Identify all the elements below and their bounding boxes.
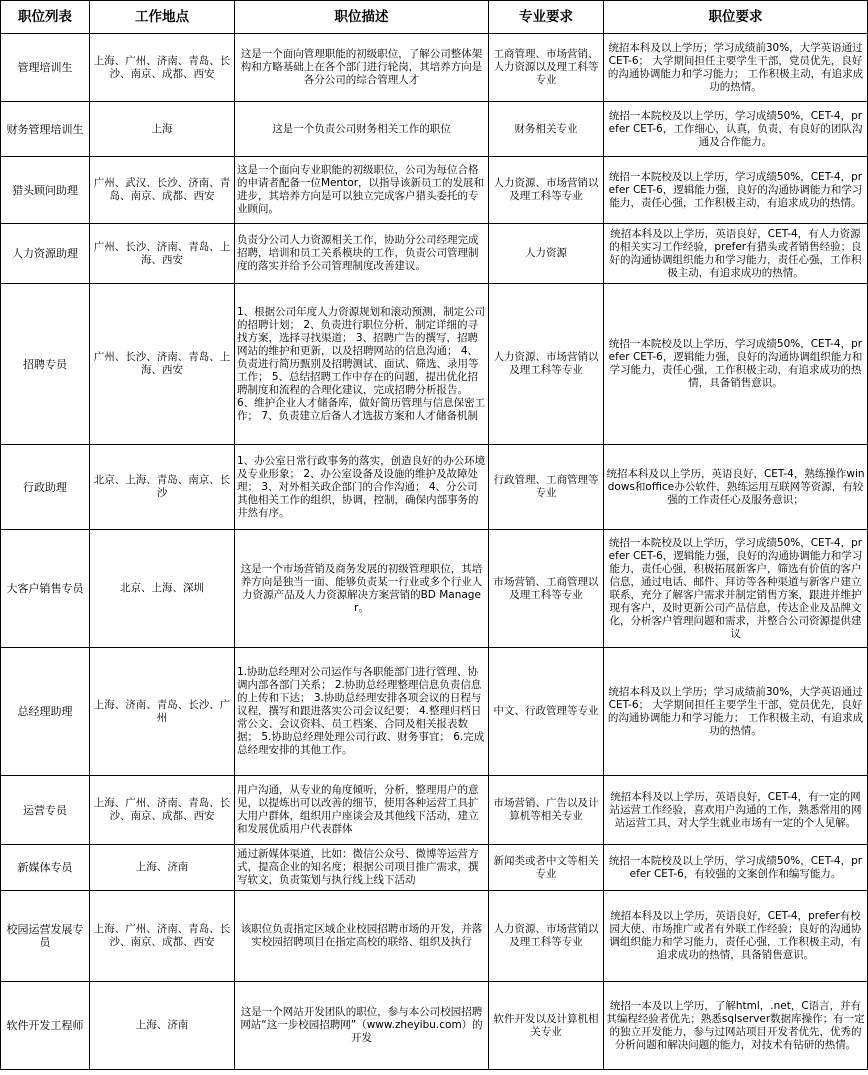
- job-requirement: 统招一本院校及以上学历，学习成绩50%，CET-4，prefer CET-6，工作细心，认真，负责，有良好的团队沟通及合作能力。: [604, 102, 868, 157]
- job-description: 1、办公室日常行政事务的落实，创造良好的办公环境及专业形象； 2、办公室设备及设施的维护及故障处理； 3、对外相关政企部门的合作沟通； 4、分公司其他相关工作的组织，协调，控制，确保内部事务的井然有序。: [235, 445, 489, 530]
- job-title: 总经理助理: [1, 648, 90, 776]
- job-major: 中文、行政管理等专业: [489, 648, 604, 776]
- job-location: 北京、上海、深圳: [90, 530, 235, 648]
- job-major: 新闻类或者中文等相关专业: [489, 845, 604, 891]
- job-description: 这是一个面向管理职能的初级职位，了解公司整体架构和方略基础上在各个部门进行轮岗，其培养方向是各分公司的综合管理人才: [235, 34, 489, 102]
- job-location: 广州、长沙、济南、青岛、上海、西安: [90, 224, 235, 284]
- job-major: 市场营销、广告以及计算机等相关专业: [489, 776, 604, 845]
- table-row: [1, 284, 868, 445]
- job-location: 上海、济南、青岛、长沙、广州: [90, 648, 235, 776]
- table-row: [1, 648, 868, 776]
- job-title: 大客户销售专员: [1, 530, 90, 648]
- job-title: 新媒体专员: [1, 845, 90, 891]
- header-requirement: 职位要求: [604, 1, 868, 34]
- job-requirement: 统招本科及以上学历，英语良好，CET-4，prefer有校园大使、市场推广或者有外联工作经验；良好的沟通协调组织能力和学习能力，责任心强，工作积极主动，有追求成功的热情，具备销售意识。: [604, 891, 868, 982]
- job-location: 北京、上海、青岛、南京、长沙: [90, 445, 235, 530]
- job-requirement: 统招一本院校及以上学历，学习成绩50%，CET-4，prefer CET-6，逻辑能力强，良好的沟通协调组织能力和学习能力，责任心强，工作积极主动，有追求成功的热情，具备销售意识。: [604, 284, 868, 445]
- header-location: 工作地点: [90, 1, 235, 34]
- job-location: 广州、武汉、长沙、济南、青岛、南京、成都、西安: [90, 157, 235, 224]
- job-location: 上海、广州、济南、青岛、长沙、南京、成都、西安: [90, 34, 235, 102]
- job-major: 软件开发以及计算机相关专业: [489, 982, 604, 1070]
- table-row: [1, 891, 868, 982]
- job-requirement: 统招一本院校及以上学历，学习成绩50%，CET-4，prefer CET-6，逻辑能力强，良好的沟通协调能力和学习能力，责任心强，工作积极主动，有追求成功的热情。: [604, 157, 868, 224]
- table-header-row: [1, 1, 868, 34]
- job-title: 财务管理培训生: [1, 102, 90, 157]
- job-description: 这是一个网站开发团队的职位，参与本公司校园招聘网站“这一步校园招聘网”（www.zheyibu.com）的开发: [235, 982, 489, 1070]
- job-requirement: 统招本科及以上学历；学习成绩前30%，大学英语通过CET-6； 大学期间担任主要学生干部，党员优先，良好的沟通协调能力和学习能力； 工作积极主动，有追求成功的热情。: [604, 648, 868, 776]
- job-major: 人力资源、市场营销以及理工科等专业: [489, 157, 604, 224]
- job-description: 该职位负责指定区域企业校园招聘市场的开发，并落实校园招聘项目在指定高校的联络、组织及执行: [235, 891, 489, 982]
- table-row: [1, 530, 868, 648]
- job-description: 用户沟通，从专业的角度倾听，分析，整理用户的意见，以提炼出可以改善的细节，使用各种运营工具扩大用户群体，组织用户座谈会及其他线下活动，建立和发展优质用户代表群体: [235, 776, 489, 845]
- table-row: [1, 34, 868, 102]
- job-major: 市场营销、工商管理以及理工科等专业: [489, 530, 604, 648]
- job-requirement: 统招本科及以上学历，英语良好，CET-4，有一定的网站运营工作经验，喜欢用户沟通的工作，熟悉常用的网站运营工具，对大学生就业市场有一定的个人见解。: [604, 776, 868, 845]
- job-requirement: 统招本科及以上学历，英语良好，CET-4，熟练操作windows和office办公软件，熟练运用互联网等资源，有较强的工作责任心及服务意识；: [604, 445, 868, 530]
- job-major: 人力资源、市场营销以及理工科等专业: [489, 891, 604, 982]
- job-location: 广州、长沙、济南、青岛、上海、西安: [90, 284, 235, 445]
- job-description: 这是一个面向专业职能的初级职位，公司为每位合格的申请者配备一位Mentor，以指导该新员工的发展和进步，其培养方向是可以独立完成客户猎头委托的专业顾问。: [235, 157, 489, 224]
- job-title: 运营专员: [1, 776, 90, 845]
- job-location: 上海、广州、济南、青岛、长沙、南京、成都、西安: [90, 776, 235, 845]
- job-major: 行政管理、工商管理等专业: [489, 445, 604, 530]
- job-requirement: 统招一本院校及以上学历，学习成绩50%，CET-4，prefer CET-6，有较强的文案创作和编写能力。: [604, 845, 868, 891]
- job-location: 上海、广州、济南、青岛、长沙、南京、成都、西安: [90, 891, 235, 982]
- job-description: 通过新媒体渠道，比如：微信公众号、微博等运营方式，提高企业的知名度；根据公司项目推广需求，撰写软文，负责策划与执行线上线下活动: [235, 845, 489, 891]
- job-title: 校园运营发展专员: [1, 891, 90, 982]
- header-position-list: 职位列表: [1, 1, 90, 34]
- job-description: 这是一个负责公司财务相关工作的职位: [235, 102, 489, 157]
- table-row: [1, 776, 868, 845]
- header-major: 专业要求: [489, 1, 604, 34]
- job-description: 1、根据公司年度人力资源规划和滚动预测，制定公司的招聘计划； 2、负责进行职位分析，制定详细的寻找方案，选择寻找渠道； 3、招聘广告的撰写，招聘网站的维护和更新，以及招聘网站的信息沟通； 4、负责进行简历甄别及招聘测试、面试、筛选、录用等工作； 5、总结招聘工作中存在的问题，提出优化招聘制度和流程的合理化建议，完成招聘分析报告。 6、维护企业人才储备库，做好简历管理与信息保密工作； 7、负责建立后备人才选拔方案和人才储备机制: [235, 284, 489, 445]
- job-description: 负责分公司人力资源相关工作，协助分公司经理完成招聘，培训和员工关系模块的工作，负责公司管理制度的落实并给予公司管理制度改善建议。: [235, 224, 489, 284]
- table-row: [1, 445, 868, 530]
- table-row: [1, 224, 868, 284]
- job-requirement: 统招一本院校及以上学历，学习成绩50%，CET-4，prefer CET-6，逻辑能力强，良好的沟通协调能力和学习能力，责任心强，积极拓展新客户，筛选有价值的客户信息，通过电话、邮件、拜访等各种渠道与新客户建立联系，充分了解客户需求并制定销售方案，跟进并维护现有客户，及时更新公司产品信息，传达企业及品牌文化，分析客户管理问题和需求，并整合公司资源提供建议: [604, 530, 868, 648]
- job-description: 这是一个市场营销及商务发展的初级管理职位，其培养方向是独当一面、能够负责某一行业或多个行业人力资源产品及人力资源解决方案营销的BD Manager。: [235, 530, 489, 648]
- table-row: [1, 102, 868, 157]
- job-major: 财务相关专业: [489, 102, 604, 157]
- job-title: 软件开发工程师: [1, 982, 90, 1070]
- job-major: 人力资源: [489, 224, 604, 284]
- job-major: 人力资源、市场营销以及理工科等专业: [489, 284, 604, 445]
- job-major: 工商管理、市场营销、人力资源以及理工科等专业: [489, 34, 604, 102]
- job-description: 1.协助总经理对公司运作与各职能部门进行管理、协调内部各部门关系； 2.协助总经理整理信息负责信息的上传和下达； 3.协助总经理安排各项会议的日程与议程，撰写和跟进落实公司会议纪要； 4.整理归档日常公文、会议资料、员工档案、合同及相关报表数据； 5.协助总经理处理公司行政、财务事宜； 6.完成总经理安排的其他工作。: [235, 648, 489, 776]
- table-row: [1, 157, 868, 224]
- job-requirement: 统招本科及以上学历，英语良好，CET-4，有人力资源的相关实习工作经验，prefer有猎头或者销售经验；良好的沟通协调组织能力和学习能力，责任心强，工作积极主动，有追求成功的热情。: [604, 224, 868, 284]
- header-description: 职位描述: [235, 1, 489, 34]
- job-requirement: 统招一本及以上学历，了解html，.net，C语言，并有其编程经验者优先；熟悉sqlserver数据库操作；有一定的独立开发能力，参与过网站项目开发者优先，优秀的分析问题和解决问题的能力，对技术有钻研的热情。: [604, 982, 868, 1070]
- job-location: 上海: [90, 102, 235, 157]
- job-requirement: 统招本科及以上学历；学习成绩前30%，大学英语通过CET-6； 大学期间担任主要学生干部，党员优先，良好的沟通协调能力和学习能力； 工作积极主动，有追求成功的热情。: [604, 34, 868, 102]
- table-row: [1, 982, 868, 1070]
- job-location: 上海、济南: [90, 845, 235, 891]
- job-title: 人力资源助理: [1, 224, 90, 284]
- job-title: 招聘专员: [1, 284, 90, 445]
- job-title: 猎头顾问助理: [1, 157, 90, 224]
- job-title: 行政助理: [1, 445, 90, 530]
- table-row: [1, 845, 868, 891]
- job-location: 上海、济南: [90, 982, 235, 1070]
- job-title: 管理培训生: [1, 34, 90, 102]
